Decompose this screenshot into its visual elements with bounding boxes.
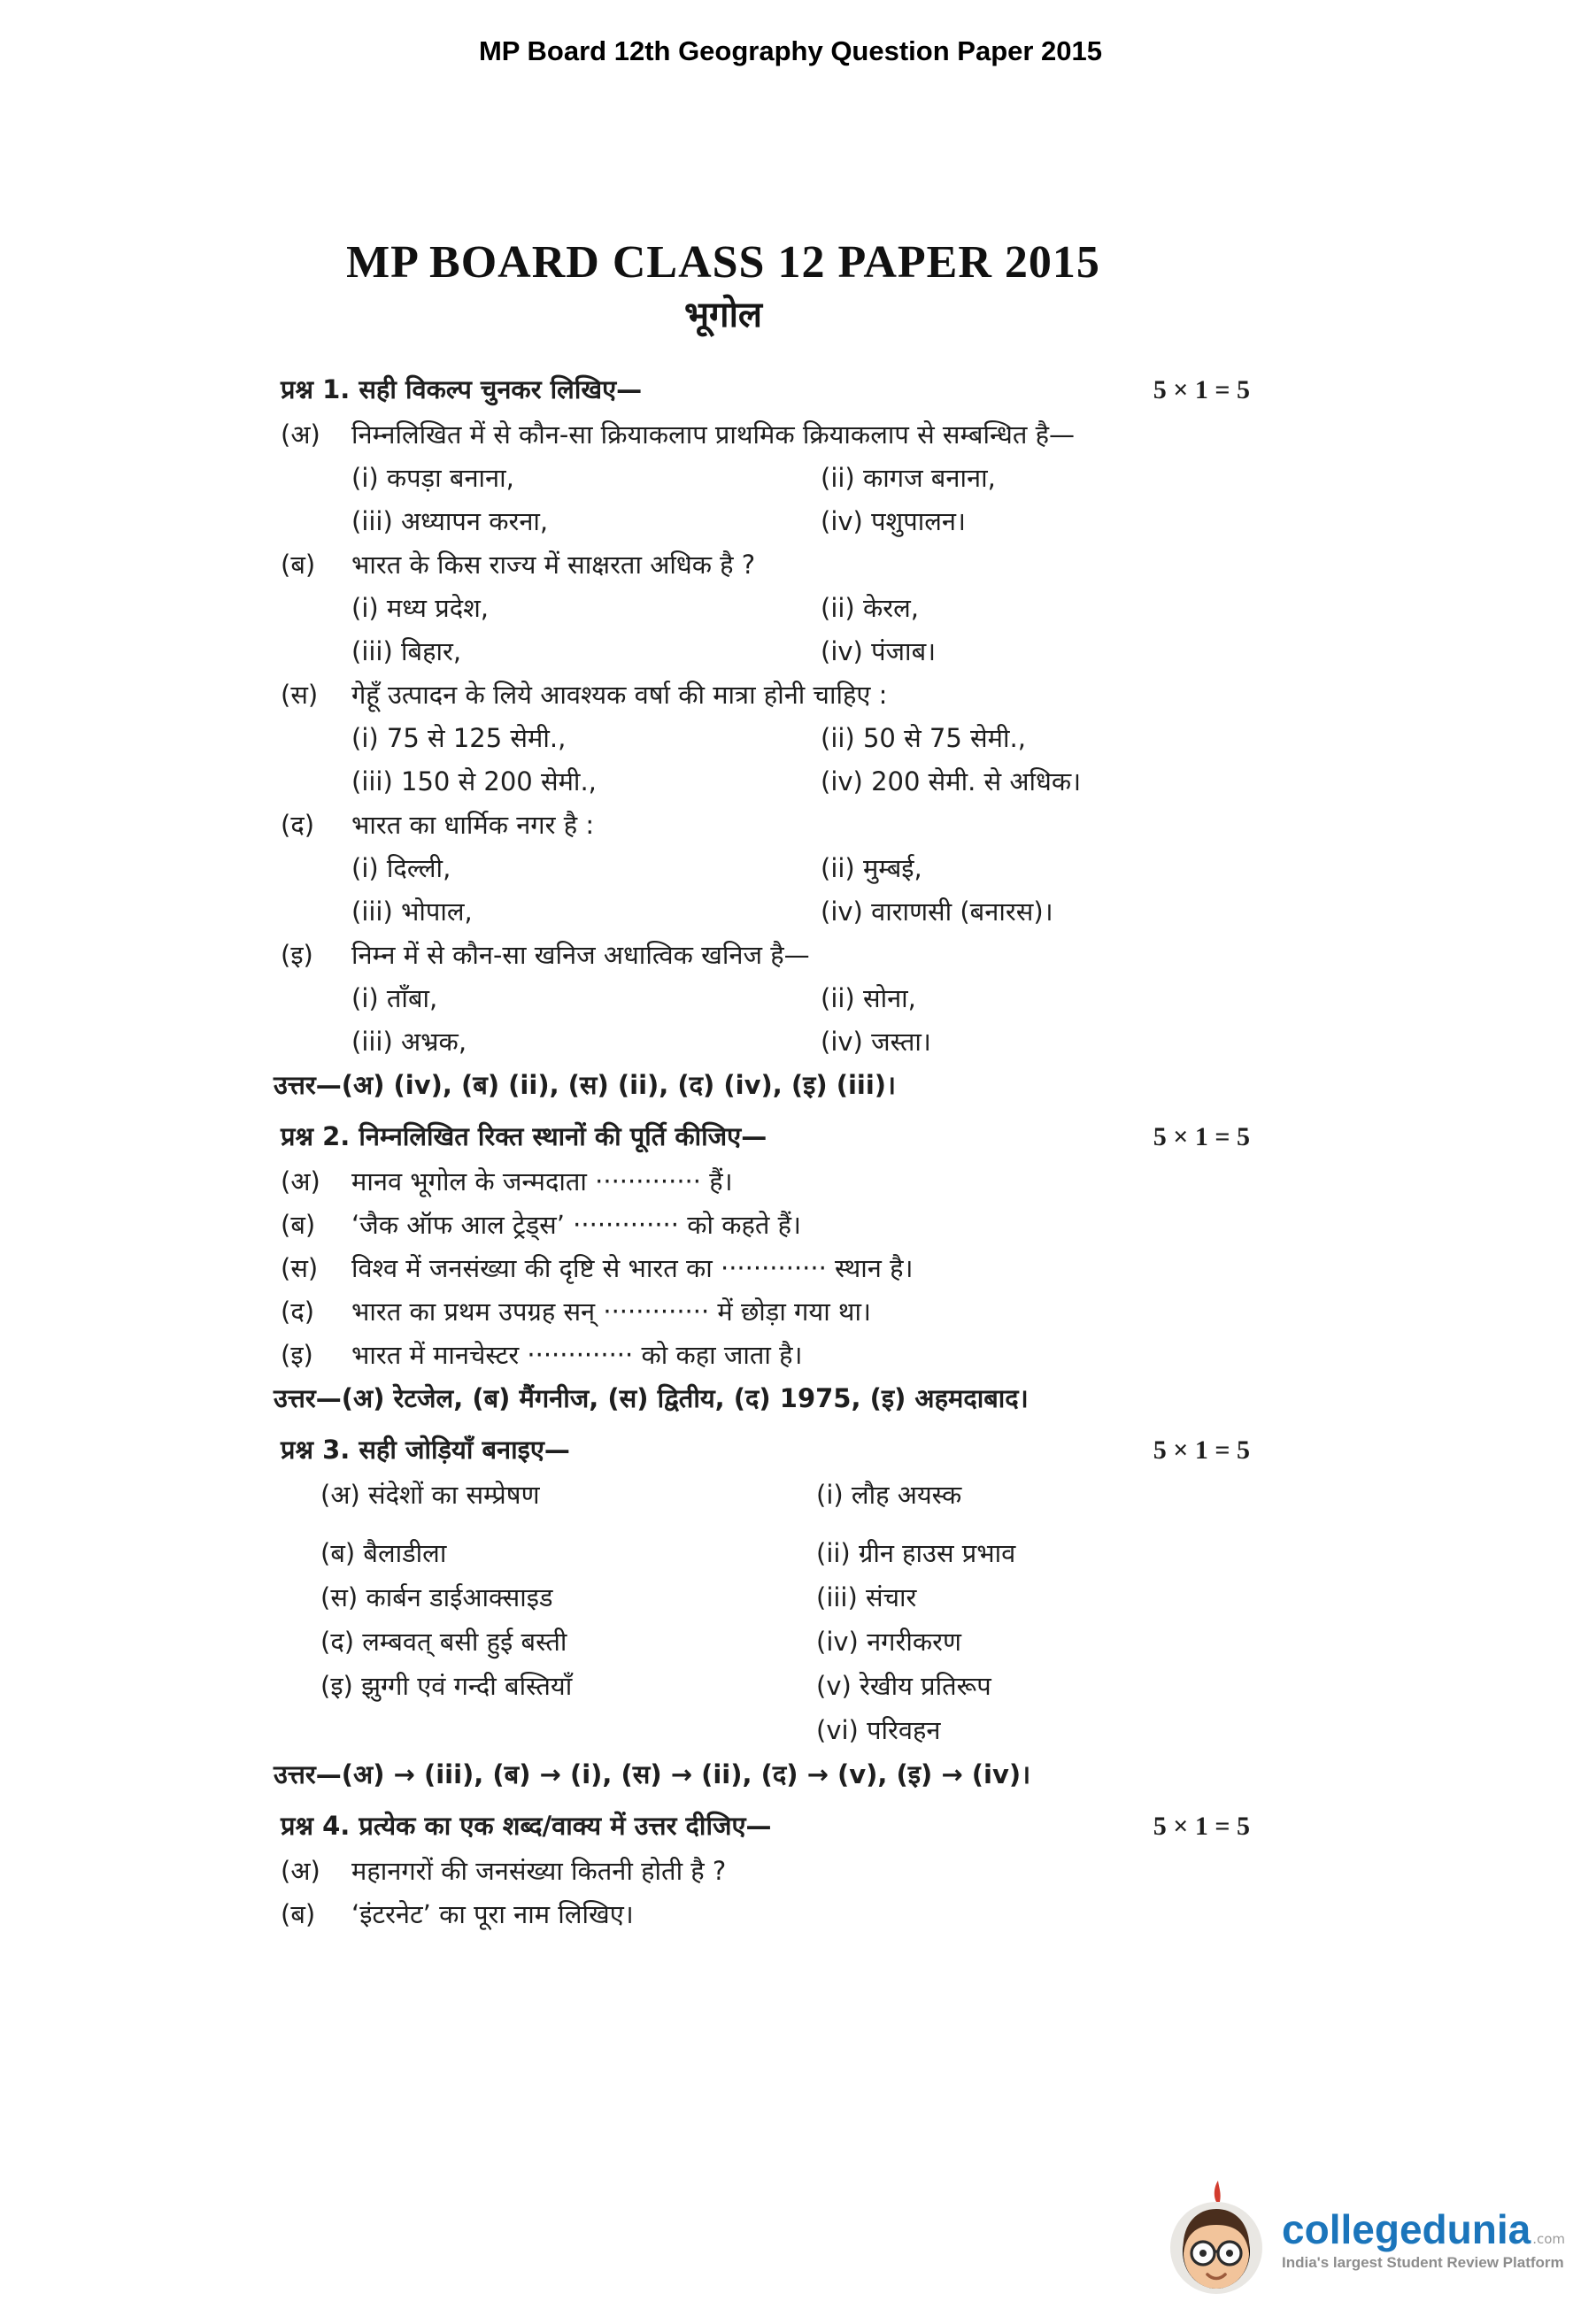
paper-title-block xyxy=(281,235,1166,333)
option: (ii) मुम्बई, xyxy=(821,853,922,883)
part-text: निम्न में से कौन-सा खनिज अधात्विक खनिज है— xyxy=(351,940,810,970)
part-text: महानगरों की जनसंख्या कितनी होती है ? xyxy=(351,1856,727,1886)
question-1-answer: उत्तर—(अ) (iv), (ब) (ii), (स) (ii), (द) (iv), (इ) (iii)। xyxy=(274,1070,897,1100)
option: (i) मध्य प्रदेश, xyxy=(351,593,490,623)
question-part xyxy=(281,1207,1312,1243)
match-row xyxy=(281,1668,1312,1704)
options-row xyxy=(351,1024,1312,1059)
collegedunia-mascot-icon xyxy=(1165,2181,1268,2299)
option: (ii) सोना, xyxy=(821,983,916,1013)
brand-text-block xyxy=(1282,2208,1565,2272)
options-row xyxy=(351,981,1312,1016)
question-3-heading-row xyxy=(281,1432,1312,1468)
option: (iii) अध्यापन करना, xyxy=(351,506,549,536)
match-row xyxy=(281,1535,1312,1571)
match-left-item: (ब) बैलाडीला xyxy=(320,1538,447,1568)
question-part xyxy=(281,807,1312,843)
match-left-item: (द) लम्बवत् बसी हुई बस्ती xyxy=(320,1627,567,1657)
part-text: विश्व में जनसंख्या की दृष्टि से भारत का ············· स्थान है। xyxy=(351,1253,914,1283)
part-label: (स) xyxy=(281,680,319,710)
question-4-heading-row xyxy=(281,1808,1312,1844)
question-4-heading: प्रश्न 4. प्रत्येक का एक शब्द/वाक्य में उत्तर दीजिए— xyxy=(281,1811,772,1841)
match-row xyxy=(281,1580,1312,1615)
part-label: (स) xyxy=(281,1253,319,1283)
option: (iii) बिहार, xyxy=(351,636,462,666)
part-label: (अ) xyxy=(281,419,320,450)
question-3-answer: उत्तर—(अ) → (iii), (ब) → (i), (स) → (ii), (द) → (v), (इ) → (iv)। xyxy=(274,1759,1031,1789)
options-row xyxy=(351,504,1312,539)
part-label: (अ) xyxy=(281,1856,320,1886)
part-text: भारत का धार्मिक नगर है : xyxy=(351,810,595,840)
page-title: MP Board 12th Geography Question Paper 2015 xyxy=(478,35,1103,66)
question-paper-scan xyxy=(274,235,1312,1932)
brand-line xyxy=(1282,2208,1565,2251)
part-text: ‘जैक ऑफ आल ट्रेड्स’ ············· को कहते हैं। xyxy=(351,1210,802,1240)
option: (iii) अभ्रक, xyxy=(351,1027,467,1057)
paper-subtitle: भूगोल xyxy=(683,295,763,335)
option: (iii) 150 से 200 सेमी., xyxy=(351,766,597,796)
option: (ii) 50 से 75 सेमी., xyxy=(821,723,1026,753)
question-2-marks: 5 × 1 = 5 xyxy=(1153,1122,1250,1151)
match-row xyxy=(281,1712,1312,1748)
question-1-heading: प्रश्न 1. सही विकल्प चुनकर लिखिए— xyxy=(281,374,643,404)
question-part xyxy=(281,417,1312,452)
question-part xyxy=(281,1250,1312,1286)
part-label: (अ) xyxy=(281,1166,320,1197)
part-text: निम्नलिखित में से कौन-सा क्रियाकलाप प्राथमिक क्रियाकलाप से सम्बन्धित है— xyxy=(351,419,1076,450)
match-right-item: (ii) ग्रीन हाउस प्रभाव xyxy=(816,1538,1016,1568)
question-part xyxy=(281,547,1312,582)
option: (i) दिल्ली, xyxy=(351,853,451,883)
question-4-marks: 5 × 1 = 5 xyxy=(1153,1812,1250,1841)
brand-name: collegedunia xyxy=(1282,2206,1531,2252)
part-label: (द) xyxy=(281,1297,315,1327)
match-left-item: (स) कार्बन डाईआक्साइड xyxy=(320,1582,553,1612)
match-row xyxy=(281,1477,1312,1512)
question-1-heading-row xyxy=(281,372,1312,408)
question-part xyxy=(281,1294,1312,1329)
question-part xyxy=(281,937,1312,973)
part-text: भारत के किस राज्य में साक्षरता अधिक है ? xyxy=(351,550,756,580)
option: (ii) केरल, xyxy=(821,593,919,623)
question-3-marks: 5 × 1 = 5 xyxy=(1153,1435,1250,1465)
brand-suffix: .com xyxy=(1532,2231,1565,2247)
match-row xyxy=(281,1624,1312,1659)
options-row xyxy=(351,634,1312,669)
part-label: (ब) xyxy=(281,550,316,580)
part-label: (द) xyxy=(281,810,315,840)
part-text: मानव भूगोल के जन्मदाता ············· हैं। xyxy=(351,1166,733,1197)
part-text: ‘इंटरनेट’ का पूरा नाम लिखिए। xyxy=(351,1899,634,1929)
match-right-item: (i) लौह अयस्क xyxy=(816,1480,962,1510)
option: (i) कपड़ा बनाना, xyxy=(351,463,514,493)
option: (iv) पंजाब। xyxy=(821,636,937,666)
options-row xyxy=(351,590,1312,626)
options-row xyxy=(351,894,1312,929)
part-label: (ब) xyxy=(281,1210,316,1240)
match-right-item: (iii) संचार xyxy=(816,1582,917,1612)
part-label: (ब) xyxy=(281,1899,316,1929)
question-2-answer: उत्तर—(अ) रेटजेल, (ब) मैंगनीज, (स) द्वितीय, (द) 1975, (इ) अहमदाबाद। xyxy=(274,1383,1029,1413)
options-row xyxy=(351,720,1312,756)
match-right-item: (v) रेखीय प्रतिरूप xyxy=(816,1671,991,1701)
collegedunia-logo xyxy=(1165,2181,1565,2299)
question-part xyxy=(281,1164,1312,1199)
match-left-item: (अ) संदेशों का सम्प्रेषण xyxy=(320,1480,540,1510)
question-part xyxy=(281,1853,1312,1889)
question-part xyxy=(281,677,1312,712)
part-label: (इ) xyxy=(281,1340,313,1370)
options-row xyxy=(351,460,1312,496)
match-left-item: (इ) झुग्गी एवं गन्दी बस्तियाँ xyxy=(320,1671,573,1701)
match-right-item: (iv) नगरीकरण xyxy=(816,1627,961,1657)
options-row xyxy=(351,764,1312,799)
option: (i) 75 से 125 सेमी., xyxy=(351,723,567,753)
question-part xyxy=(281,1897,1312,1932)
option: (ii) कागज बनाना, xyxy=(821,463,996,493)
paper-title: MP BOARD CLASS 12 PAPER 2015 xyxy=(346,237,1100,288)
question-3-heading: प्रश्न 3. सही जोड़ियाँ बनाइए— xyxy=(281,1435,570,1465)
options-row xyxy=(351,850,1312,886)
part-text: गेहूँ उत्पादन के लिये आवश्यक वर्षा की मात्रा होनी चाहिए : xyxy=(351,680,888,710)
match-left-item xyxy=(281,1712,816,1748)
option: (iv) पशुपालन। xyxy=(821,506,966,536)
option: (iv) 200 सेमी. से अधिक। xyxy=(821,766,1082,796)
question-2-heading-row xyxy=(281,1119,1312,1155)
question-part xyxy=(281,1337,1312,1373)
part-label: (इ) xyxy=(281,940,313,970)
option: (iv) वाराणसी (बनारस)। xyxy=(821,897,1053,927)
question-1-marks: 5 × 1 = 5 xyxy=(1153,375,1250,404)
option: (i) ताँबा, xyxy=(351,983,438,1013)
brand-tagline: India's largest Student Review Platform xyxy=(1282,2254,1564,2271)
match-right-item: (vi) परिवहन xyxy=(816,1715,941,1745)
option: (iii) भोपाल, xyxy=(351,897,473,927)
option: (iv) जस्ता। xyxy=(821,1027,931,1057)
part-text: भारत का प्रथम उपग्रह सन् ············· में छोड़ा गया था। xyxy=(351,1297,871,1327)
part-text: भारत में मानचेस्टर ············· को कहा जाता है। xyxy=(351,1340,803,1370)
question-2-heading: प्रश्न 2. निम्नलिखित रिक्त स्थानों की पूर्ति कीजिए— xyxy=(281,1121,767,1151)
